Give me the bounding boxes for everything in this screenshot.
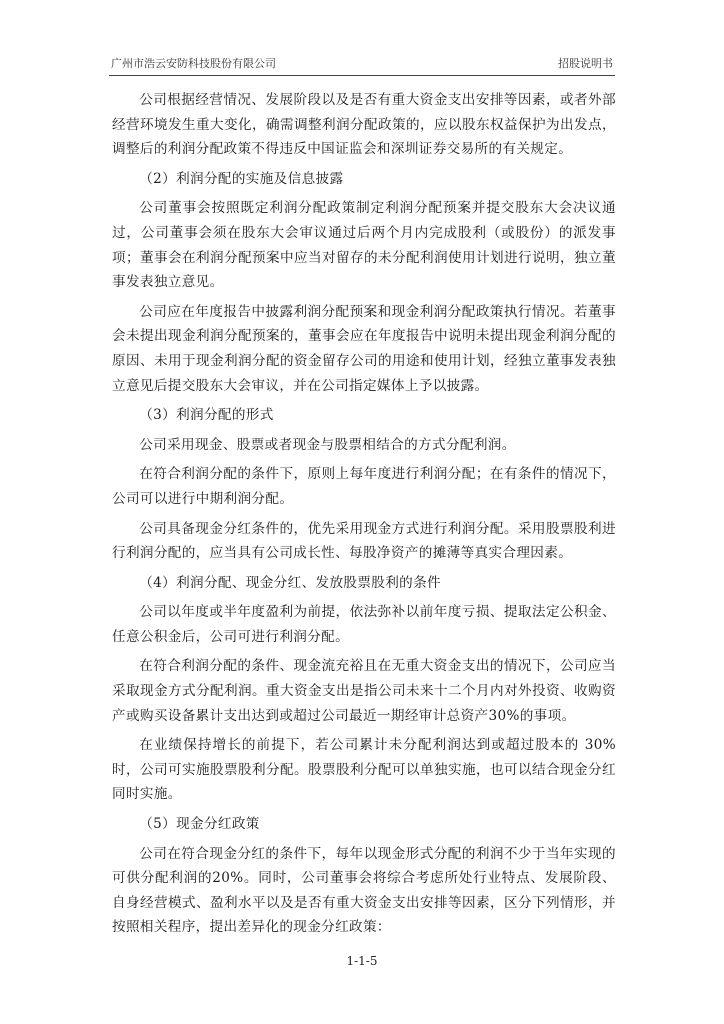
paragraph-profit-premise: 公司以年度或半年度盈利为前提，依法弥补以前年度亏损、提取法定公积金、任意公积金后，公司可进行利润分配。 bbox=[112, 604, 616, 645]
paragraph-cash-priority: 公司具备现金分红条件的，优先采用现金方式进行利润分配。采用股票股利进行利润分配的，应当具有公司成长性、每股净资产的摊薄等真实合理因素。 bbox=[112, 520, 616, 562]
page-number: 1-1-5 bbox=[346, 954, 378, 968]
page-header bbox=[109, 55, 615, 73]
section-heading-implementation: （2）利润分配的实施及信息披露 bbox=[139, 170, 344, 187]
paragraph-cash-dividend-policy: 公司在符合现金分红的条件下，每年以现金形式分配的利润不少于当年实现的可供分配利润的20%。同时，公司董事会将综合考虑所处行业特点、发展阶段、自身经营模式、盈利水平以及是否有重大资金支出安排等因素，区分下列情形，并按照相关程序，提出差异化的现金分红政策： bbox=[112, 845, 616, 936]
paragraph-board-proposal: 公司董事会按照既定利润分配政策制定利润分配预案并提交股东大会决议通过，公司董事会须在股东大会审议通过后两个月内完成股利（或股份）的派发事项；董事会在利润分配预案中应当对留存的未分配利润使用计划进行说明，独立董事发表独立意见。 bbox=[112, 200, 616, 291]
paragraph-distribution-methods: 公司采用现金、股票或者现金与股票相结合的方式分配利润。 bbox=[139, 436, 516, 453]
header-document-type: 招股说明书 bbox=[558, 57, 613, 70]
paragraph-annual-disclosure: 公司应在年度报告中披露利润分配预案和现金利润分配政策执行情况。若董事会未提出现金利润分配预案的，董事会应在年度报告中说明未提出现金利润分配的原因、未用于现金利润分配的资金留存公司的用途和使用计划，经独立董事发表独立意见后提交股东大会审议，并在公司指定媒体上予以披露。 bbox=[112, 303, 616, 394]
header-company-name: 广州市浩云安防科技股份有限公司 bbox=[111, 57, 276, 70]
paragraph-annual-distribution: 在符合利润分配的条件下，原则上每年度进行利润分配；在有条件的情况下，公司可以进行中期利润分配。 bbox=[112, 466, 616, 507]
header-divider bbox=[109, 75, 615, 76]
section-heading-form: （3）利润分配的形式 bbox=[139, 407, 274, 424]
section-heading-cash-dividend: （5）现金分红政策 bbox=[139, 816, 260, 833]
section-heading-conditions: （4）利润分配、现金分红、发放股票股利的条件 bbox=[139, 574, 442, 591]
document-body bbox=[112, 88, 616, 940]
paragraph-stock-dividend: 在业绩保持增长的前提下，若公司累计未分配利润达到或超过股本的 30%时，公司可实施股票股利分配。股票股利分配可以单独实施，也可以结合现金分红同时实施。 bbox=[112, 737, 616, 803]
paragraph-cash-conditions: 在符合利润分配的条件、现金流充裕且在无重大资金支出的情况下，公司应当采取现金方式分配利润。重大资金支出是指公司未来十二个月内对外投资、收购资产或购买设备累计支出达到或超过公司最近一期经审计总资产30%的事项。 bbox=[112, 658, 616, 724]
paragraph-adjustment-policy: 公司根据经营情况、发展阶段以及是否有重大资金支出安排等因素，或者外部经营环境发生重大变化，确需调整利润分配政策的，应以股东权益保护为出发点，调整后的利润分配政策不得违反中国证监会和深圳证券交易所的有关规定。 bbox=[112, 92, 616, 158]
